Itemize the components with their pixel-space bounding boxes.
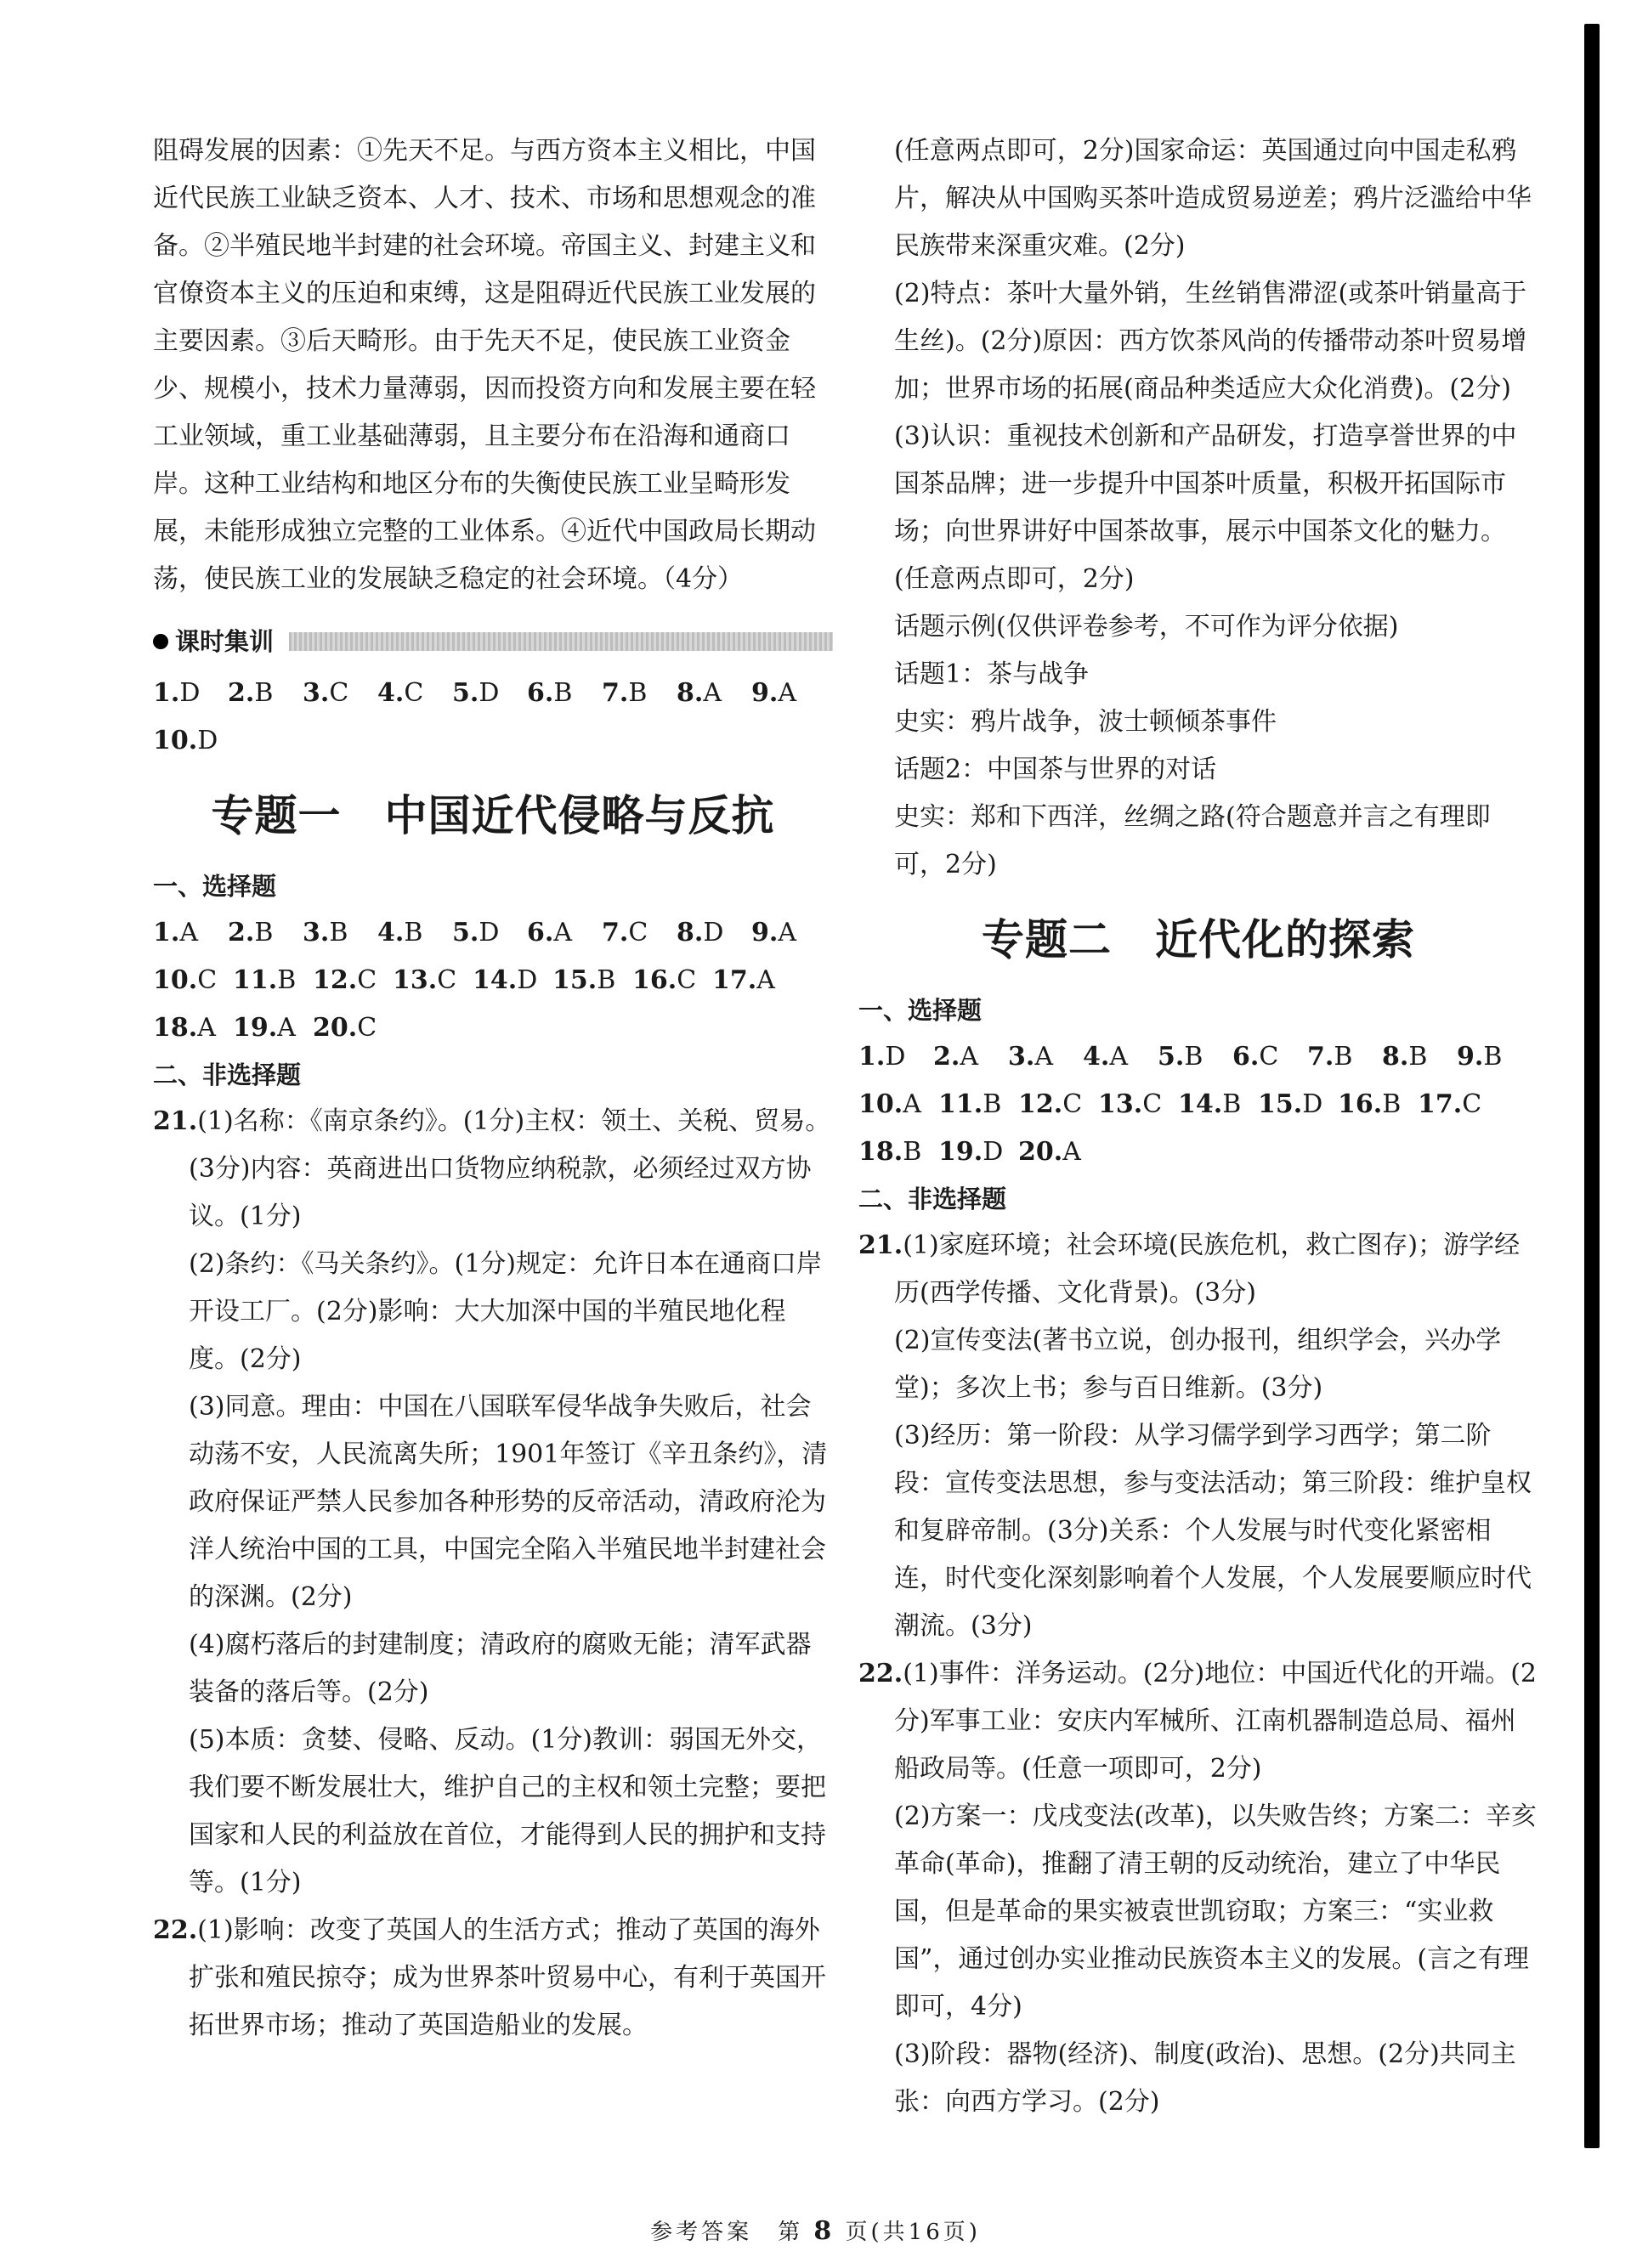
topic1-choice-answers: [153, 909, 833, 1052]
fact-2: 史实：郑和下西洋，丝绸之路(符合题意并言之有理即可，2分): [894, 802, 1491, 879]
topic2-choice-heading: 一、选择题: [858, 996, 983, 1025]
topic2-title: 专题二 近代化的探索: [982, 915, 1415, 964]
answer-item: 2.B: [228, 678, 274, 708]
answer-item: 1.D: [153, 678, 201, 708]
answer-item: 7.B: [602, 678, 648, 708]
answer-item: 8.A: [677, 678, 722, 708]
question-number: 21.: [153, 1106, 198, 1136]
t1-q21-part1: 21.(1)名称：《南京条约》。(1分)主权：领土、关税、贸易。(3分)内容：英商进出口货物应纳税款，必须经过双方协议。(1分): [153, 1106, 831, 1231]
answer-item: 4.C: [377, 678, 424, 708]
left-column: [153, 127, 833, 2050]
answer-item: 2.A: [933, 1042, 978, 1072]
page-edge-shadow: [1584, 24, 1600, 2148]
answer-item: 4.A: [1083, 1042, 1128, 1072]
answer-item: 6.A: [527, 918, 572, 947]
answer-item: 1.D: [858, 1042, 906, 1072]
t2-q22-part3: (3)阶段：器物(经济)、制度(政治)、思想。(2分)共同主张：向西方学习。(2分): [894, 2039, 1516, 2117]
answer-item: 12.C: [313, 965, 377, 995]
answer-item: 19.D: [938, 1137, 1004, 1167]
question-number: 21.: [858, 1230, 903, 1260]
topic-1: 话题1：茶与战争: [894, 659, 1090, 689]
t2-q22-part1: 22.(1)事件：洋务运动。(2分)地位：中国近代化的开端。(2分)军事工业：安庆内军械所、江南机器制造总局、福州船政局等。(任意一项即可，2分): [858, 1659, 1537, 1784]
answer-item: 7.C: [602, 918, 648, 947]
answer-item: 16.C: [632, 965, 697, 995]
topic-example-note: 话题示例(仅供评卷参考，不可作为评分依据): [894, 612, 1399, 642]
answer-item: 3.A: [1008, 1042, 1053, 1072]
answer-item: 3.C: [303, 678, 349, 708]
topic-2: 话题2：中国茶与世界的对话: [894, 755, 1217, 784]
answer-item: 3.B: [303, 918, 348, 947]
answer-item: 17.C: [1418, 1089, 1482, 1119]
heading-bar: [289, 632, 833, 651]
answer-item: 11.B: [233, 965, 297, 995]
answer-item: 5.D: [452, 918, 500, 947]
answer-item: 9.B: [1457, 1042, 1503, 1072]
right-column: [858, 127, 1538, 2126]
answer-item: 14.D: [473, 965, 538, 995]
topic1-choice-heading: 一、选择题: [153, 872, 277, 901]
keshi-title: 课时集训: [175, 627, 275, 656]
answer-item: 9.A: [751, 678, 796, 708]
answer-item: 11.B: [938, 1089, 1002, 1119]
answer-item: 6.C: [1232, 1042, 1279, 1072]
question-number: 22.: [153, 1915, 198, 1945]
answer-item: 15.D: [1258, 1089, 1323, 1119]
answer-item: 10.D: [153, 726, 218, 755]
question-number: 22.: [858, 1659, 903, 1688]
answer-item: 17.A: [712, 965, 775, 995]
t2-q21-part3: (3)经历：第一阶段：从学习儒学到学习西学；第二阶段：宣传变法思想，参与变法活动；第三阶段：维护皇权和复辟帝制。(3分)关系：个人发展与时代变化紧密相连，时代变化深刻影响着个人发展，个人发展要顺应时代潮流。(3分): [894, 1421, 1532, 1641]
keshi-answers: [153, 670, 833, 765]
answer-item: 12.C: [1018, 1089, 1083, 1119]
t1-q22-cont-2: (2)特点：茶叶大量外销，生丝销售滞涩(或茶叶销量高于生丝)。(2分)原因：西方饮茶风尚的传播带动茶叶贸易增加；世界市场的拓展(商品种类适应大众化消费)。(2分): [894, 279, 1527, 404]
t1-q21-part3: (3)同意。理由：中国在八国联军侵华战争失败后，社会动荡不安，人民流离失所；1901年签订《辛丑条约》，清政府保证严禁人民参加各种形势的反帝活动，清政府沦为洋人统治中国的工具，中国完全陷入半殖民地半封建社会的深渊。(2分): [189, 1392, 828, 1612]
answer-item: 19.A: [233, 1013, 296, 1043]
answer-item: 8.D: [677, 918, 724, 947]
t1-q21-part5: (5)本质：贪婪、侵略、反动。(1分)教训：弱国无外交，我们要不断发展壮大，维护自己的主权和领土完整；要把国家和人民的利益放在首位，才能得到人民的拥护和支持等。(1分): [189, 1725, 826, 1898]
answer-item: 20.A: [1018, 1137, 1081, 1167]
answer-item: 2.B: [228, 918, 274, 947]
topic1-title: 专题一 中国近代侵略与反抗: [211, 791, 775, 840]
topic1-nonchoice-heading: 二、非选择题: [153, 1060, 302, 1089]
page-footer: [0, 2214, 1631, 2246]
intro-paragraph: 阻碍发展的因素：①先天不足。与西方资本主义相比，中国近代民族工业缺乏资本、人才、技术、市场和思想观念的准备。②半殖民地半封建的社会环境。帝国主义、封建主义和官僚资本主义的压迫和束缚，这是阻碍近代民族工业发展的主要因素。③后天畸形。由于先天不足，使民族工业资金少、规模小，技术力量薄弱，因而投资方向和发展主要在轻工业领域，重工业基础薄弱，且主要分布在沿海和通商口岸。这种工业结构和地区分布的失衡使民族工业呈畸形发展，未能形成独立完整的工业体系。④近代中国政局长期动荡，使民族工业的发展缺乏稳定的社会环境。（4分）: [153, 136, 816, 594]
answer-item: 18.B: [858, 1137, 922, 1167]
answer-item: 14.B: [1178, 1089, 1242, 1119]
answer-item: 5.D: [452, 678, 500, 708]
answer-item: 16.B: [1338, 1089, 1402, 1119]
answer-item: 13.C: [393, 965, 457, 995]
topic2-choice-answers: [858, 1033, 1538, 1176]
answer-item: 10.C: [153, 965, 218, 995]
topic2-nonchoice-heading: 二、非选择题: [858, 1185, 1007, 1213]
t1-q22-cont-1: (任意两点即可，2分)国家命运：英国通过向中国走私鸦片，解决从中国购买茶叶造成贸易逆差；鸦片泛滥给中华民族带来深重灾难。(2分): [894, 136, 1532, 261]
footer-suffix: 页(共16页): [845, 2220, 981, 2245]
answer-item: 7.B: [1307, 1042, 1353, 1072]
answer-item: 13.C: [1098, 1089, 1163, 1119]
fact-1: 史实：鸦片战争，波士顿倾茶事件: [894, 707, 1277, 737]
answer-item: 18.A: [153, 1013, 216, 1043]
t2-q21-part2: (2)宣传变法(著书立说，创办报刊，组织学会，兴办学堂)；多次上书；参与百日维新。(3分): [894, 1326, 1502, 1403]
answer-item: 6.B: [527, 678, 573, 708]
answer-item: 10.A: [858, 1089, 921, 1119]
answer-item: 4.B: [377, 918, 423, 947]
answer-item: 5.B: [1158, 1042, 1203, 1072]
bullet-icon: [153, 634, 168, 649]
t1-q22-cont-3: (3)认识：重视技术创新和产品研发，打造享誉世界的中国茶品牌；进一步提升中国茶叶质量，积极开拓国际市场；向世界讲好中国茶故事，展示中国茶文化的魅力。(任意两点即可，2分): [894, 421, 1517, 594]
t2-q22-part2: (2)方案一：戊戌变法(改革)，以失败告终；方案二：辛亥革命(革命)，推翻了清王朝的反动统治，建立了中华民国，但是革命的果实被袁世凯窃取；方案三：“实业救国”，通过创办实业推动民族资本主义的发展。(言之有理即可，4分): [894, 1801, 1537, 2022]
t1-q22-part1: 22.(1)影响：改变了英国人的生活方式；推动了英国的海外扩张和殖民掠夺；成为世界茶叶贸易中心，有利于英国开拓世界市场；推动了英国造船业的发展。: [153, 1915, 826, 2040]
answer-item: 20.C: [313, 1013, 377, 1043]
page-number: 8: [813, 2216, 835, 2246]
t1-q21-part4: (4)腐朽落后的封建制度；清政府的腐败无能；清军武器装备的落后等。(2分): [189, 1630, 812, 1707]
footer-prefix: 参考答案 第: [650, 2220, 804, 2245]
answer-item: 9.A: [751, 918, 796, 947]
answer-item: 1.A: [153, 918, 198, 947]
answer-item: 15.B: [552, 965, 616, 995]
t1-q21-part2: (2)条约：《马关条约》。(1分)规定：允许日本在通商口岸开设工厂。(2分)影响：大大加深中国的半殖民地化程度。(2分): [189, 1249, 822, 1374]
keshi-heading: [153, 619, 833, 665]
answer-item: 8.B: [1382, 1042, 1428, 1072]
t2-q21-part1: 21.(1)家庭环境；社会环境(民族危机，救亡图存)；游学经历(西学传播、文化背景)。(3分): [858, 1230, 1521, 1308]
